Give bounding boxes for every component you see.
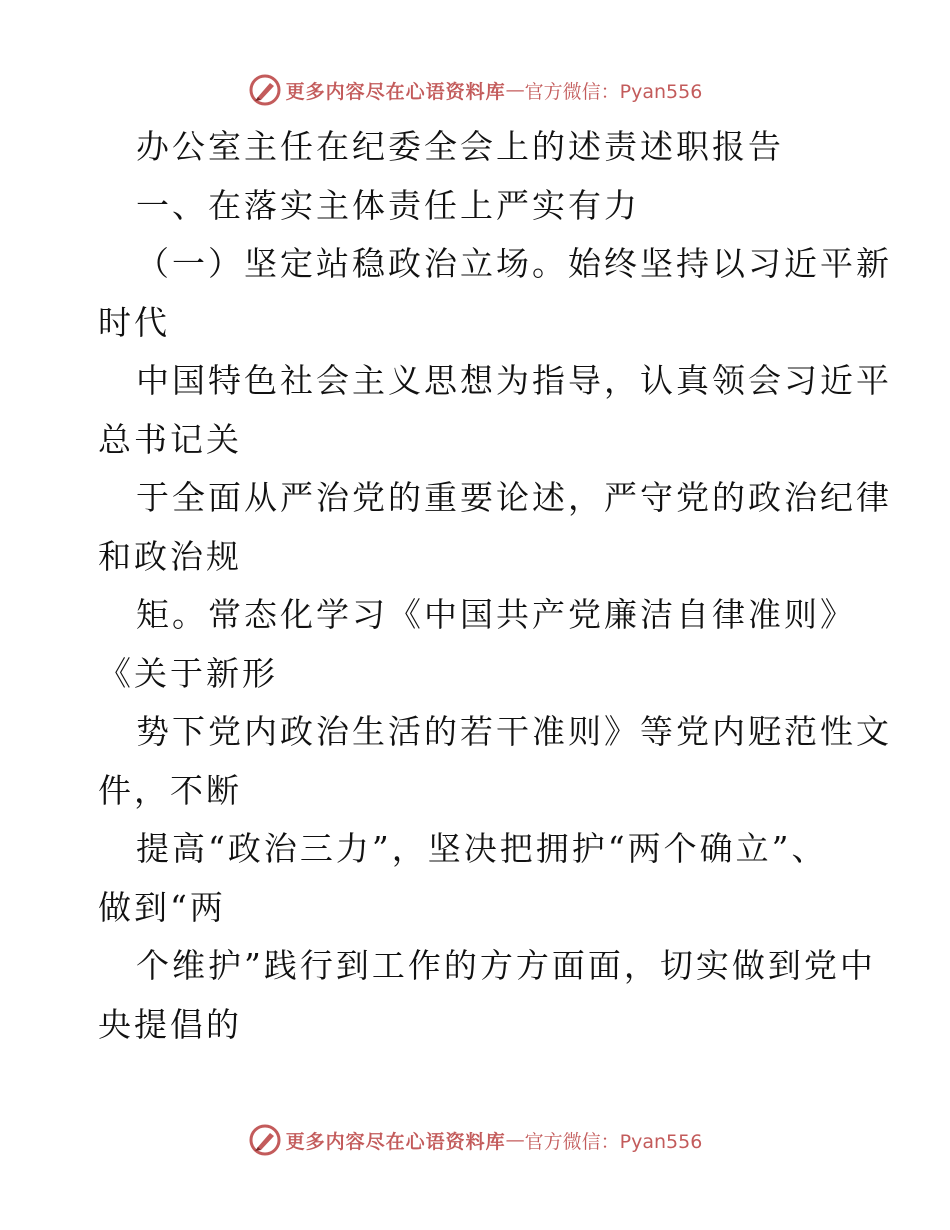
paragraph-line: 提高“政治三力”，坚决把拥护“两个确立”、 (136, 829, 828, 868)
banner-separator: — (505, 1129, 525, 1151)
section-heading: 一、在落实主体责任上严实有力 (136, 185, 640, 225)
paragraph-line: 和政治规 (98, 536, 242, 576)
paragraph-line: 做到“两 (98, 887, 226, 927)
paragraph-line: 央提倡的 (98, 1004, 242, 1044)
banner-wechat-text: 官方微信：Pyan556 (524, 1130, 703, 1153)
paragraph-line: 个维护”践行到工作的方方面面，切实做到党中 (136, 946, 876, 985)
banner-main-text: 更多内容尽在心语资料库 (285, 1130, 506, 1153)
banner-main-text: 更多内容尽在心语资料库 (285, 80, 506, 103)
paragraph-line: 矩。常态化学习《中国共产党廉洁自律准则》 (136, 595, 856, 634)
paragraph-line: 总书记关 (98, 419, 242, 459)
banner-wechat-text: 官方微信：Pyan556 (524, 80, 703, 103)
pen-seal-icon (248, 1123, 282, 1157)
header-banner (0, 70, 950, 110)
paragraph-line: 势下党内政治生活的若干准则》等党内觃范性文 (136, 712, 892, 751)
paragraph-line: 《关于新形 (98, 653, 278, 693)
pen-seal-icon (248, 73, 282, 107)
footer-banner (0, 1120, 950, 1160)
banner-separator: — (505, 79, 525, 101)
document-body (98, 118, 892, 1054)
paragraph-line: 于全面从严治党的重要论述，严守党的政治纪律 (136, 478, 892, 517)
document-title: 办公室主任在纪委全会上的述责述职报告 (136, 127, 784, 166)
paragraph-line: 时代 (98, 302, 170, 342)
paragraph-line: 中国特色社会主义思想为指导，认真领会习近平 (136, 361, 892, 400)
paragraph-line: 件，不断 (98, 770, 242, 810)
paragraph-line: （一）坚定站稳政治立场。始终坚持以习近平新 (136, 244, 892, 283)
